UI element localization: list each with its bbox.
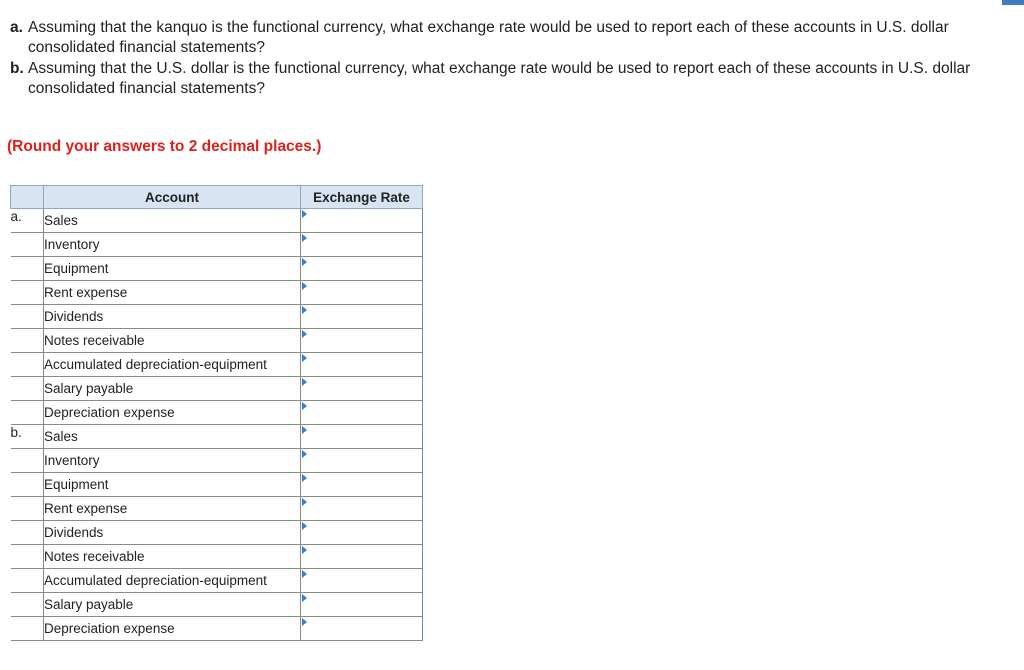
row-part-letter xyxy=(11,377,44,401)
cell-flag-icon xyxy=(302,498,307,506)
table-row xyxy=(11,545,423,569)
table-row xyxy=(11,329,423,353)
row-part-letter xyxy=(11,305,44,329)
row-part-letter xyxy=(11,617,44,641)
header-exchange-rate: Exchange Rate xyxy=(301,186,423,209)
row-part-letter xyxy=(11,401,44,425)
row-part-letter xyxy=(11,545,44,569)
row-part-letter: a. xyxy=(11,209,44,233)
cell-flag-icon xyxy=(302,378,307,386)
exchange-rate-input[interactable] xyxy=(301,234,422,255)
exchange-rate-cell[interactable] xyxy=(301,569,423,593)
account-name: Inventory xyxy=(44,233,301,257)
cell-flag-icon xyxy=(302,546,307,554)
account-name: Accumulated depreciation-equipment xyxy=(44,353,301,377)
exchange-rate-input[interactable] xyxy=(301,306,422,327)
exchange-rate-cell[interactable] xyxy=(301,545,423,569)
cell-flag-icon xyxy=(302,330,307,338)
exchange-rate-cell[interactable] xyxy=(301,425,423,449)
exchange-rate-input[interactable] xyxy=(301,618,422,639)
table-body xyxy=(11,209,423,641)
table-row xyxy=(11,593,423,617)
table-row xyxy=(11,449,423,473)
exchange-rate-input[interactable] xyxy=(301,426,422,447)
account-name: Depreciation expense xyxy=(44,617,301,641)
exchange-rate-cell[interactable] xyxy=(301,401,423,425)
table-row xyxy=(11,377,423,401)
exchange-rate-input[interactable] xyxy=(301,498,422,519)
rounding-instruction: (Round your answers to 2 decimal places.) xyxy=(7,138,322,155)
row-part-letter xyxy=(11,521,44,545)
exchange-rate-input[interactable] xyxy=(301,258,422,279)
question-text: Assuming that the U.S. dollar is the functional currency, what exchange rate would be used to report each of these accounts in U.S. dollar consolidated financial statements? xyxy=(28,60,971,97)
cell-flag-icon xyxy=(302,618,307,626)
cell-flag-icon xyxy=(302,282,307,290)
cell-flag-icon xyxy=(302,306,307,314)
exchange-rate-input[interactable] xyxy=(301,354,422,375)
exchange-rate-cell[interactable] xyxy=(301,209,423,233)
question-letter: b. xyxy=(10,60,24,77)
exchange-rate-cell[interactable] xyxy=(301,497,423,521)
table-row xyxy=(11,497,423,521)
row-part-letter xyxy=(11,281,44,305)
cell-flag-icon xyxy=(302,402,307,410)
account-name: Depreciation expense xyxy=(44,401,301,425)
exchange-rate-input[interactable] xyxy=(301,570,422,591)
exchange-rate-cell[interactable] xyxy=(301,473,423,497)
exchange-rate-input[interactable] xyxy=(301,378,422,399)
exchange-rate-input[interactable] xyxy=(301,282,422,303)
question-b xyxy=(10,59,1020,99)
question-a xyxy=(10,18,1020,58)
table-row xyxy=(11,305,423,329)
account-name: Sales xyxy=(44,209,301,233)
account-name: Equipment xyxy=(44,257,301,281)
account-name: Accumulated depreciation-equipment xyxy=(44,569,301,593)
cell-flag-icon xyxy=(302,474,307,482)
row-part-letter xyxy=(11,329,44,353)
account-name: Notes receivable xyxy=(44,545,301,569)
account-name: Equipment xyxy=(44,473,301,497)
row-part-letter xyxy=(11,257,44,281)
header-letter xyxy=(11,186,44,209)
table-row xyxy=(11,353,423,377)
table-row xyxy=(11,209,423,233)
corner-tab[interactable] xyxy=(1002,0,1024,5)
exchange-rate-input[interactable] xyxy=(301,210,422,231)
exchange-rate-input[interactable] xyxy=(301,450,422,471)
exchange-rate-cell[interactable] xyxy=(301,617,423,641)
cell-flag-icon xyxy=(302,426,307,434)
exchange-rate-table xyxy=(10,185,423,641)
cell-flag-icon xyxy=(302,522,307,530)
exchange-rate-input[interactable] xyxy=(301,522,422,543)
exchange-rate-cell[interactable] xyxy=(301,233,423,257)
account-name: Dividends xyxy=(44,305,301,329)
cell-flag-icon xyxy=(302,258,307,266)
table-row xyxy=(11,473,423,497)
account-name: Sales xyxy=(44,425,301,449)
exchange-rate-input[interactable] xyxy=(301,330,422,351)
cell-flag-icon xyxy=(302,594,307,602)
exchange-rate-input[interactable] xyxy=(301,594,422,615)
table-row xyxy=(11,257,423,281)
cell-flag-icon xyxy=(302,354,307,362)
question-list xyxy=(10,18,1020,100)
exchange-rate-cell[interactable] xyxy=(301,449,423,473)
header-account: Account xyxy=(44,186,301,209)
row-part-letter xyxy=(11,449,44,473)
row-part-letter xyxy=(11,233,44,257)
table-row xyxy=(11,233,423,257)
exchange-rate-cell[interactable] xyxy=(301,329,423,353)
row-part-letter xyxy=(11,593,44,617)
account-name: Notes receivable xyxy=(44,329,301,353)
account-name: Salary payable xyxy=(44,377,301,401)
row-part-letter xyxy=(11,569,44,593)
question-text: Assuming that the kanquo is the functional currency, what exchange rate would be used to report each of these accounts in U.S. dollar consolidated financial statements? xyxy=(28,19,949,56)
exchange-rate-cell[interactable] xyxy=(301,521,423,545)
table-row xyxy=(11,281,423,305)
exchange-rate-input[interactable] xyxy=(301,474,422,495)
exchange-rate-input[interactable] xyxy=(301,402,422,423)
table-row xyxy=(11,425,423,449)
account-name: Inventory xyxy=(44,449,301,473)
account-name: Rent expense xyxy=(44,281,301,305)
exchange-rate-cell[interactable] xyxy=(301,281,423,305)
row-part-letter: b. xyxy=(11,425,44,449)
cell-flag-icon xyxy=(302,234,307,242)
account-name: Salary payable xyxy=(44,593,301,617)
cell-flag-icon xyxy=(302,210,307,218)
exchange-rate-cell[interactable] xyxy=(301,353,423,377)
table-row xyxy=(11,617,423,641)
exchange-rate-cell[interactable] xyxy=(301,593,423,617)
exchange-rate-input[interactable] xyxy=(301,546,422,567)
table-header-row xyxy=(11,186,423,209)
cell-flag-icon xyxy=(302,570,307,578)
exchange-rate-cell[interactable] xyxy=(301,377,423,401)
account-name: Rent expense xyxy=(44,497,301,521)
question-letter: a. xyxy=(10,19,23,36)
exchange-rate-cell[interactable] xyxy=(301,257,423,281)
table-row xyxy=(11,569,423,593)
account-name: Dividends xyxy=(44,521,301,545)
row-part-letter xyxy=(11,497,44,521)
exchange-rate-cell[interactable] xyxy=(301,305,423,329)
table-row xyxy=(11,401,423,425)
table-row xyxy=(11,521,423,545)
row-part-letter xyxy=(11,473,44,497)
row-part-letter xyxy=(11,353,44,377)
cell-flag-icon xyxy=(302,450,307,458)
